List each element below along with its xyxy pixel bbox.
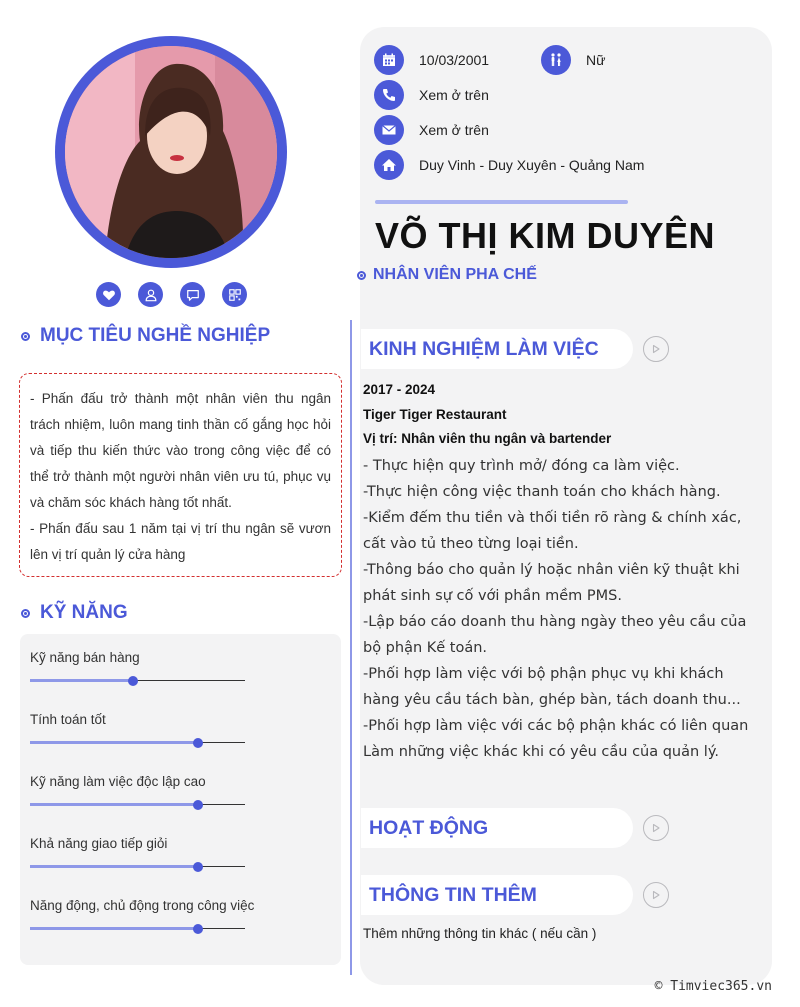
objective-heading-text: MỤC TIÊU NGHỀ NGHIỆP — [40, 325, 271, 346]
skill-item — [30, 836, 331, 898]
additional-text: Thêm những thông tin khác ( nếu cần ) — [363, 926, 597, 941]
skill-name: Khả năng giao tiếp giỏi — [30, 836, 168, 851]
experience-line: -Lập báo cáo doanh thu hàng ngày theo yêu cầu của bộ phận Kế toán. — [363, 613, 747, 656]
skill-knob — [128, 676, 138, 686]
experience-line: -Kiểm đếm thu tiền và thối tiền rõ ràng & chính xác, cất vào tủ theo từng loại tiền. — [363, 509, 742, 552]
play-icon[interactable] — [643, 882, 669, 908]
skill-item — [30, 712, 331, 774]
skill-fill — [30, 741, 198, 744]
objective-paragraph: - Phấn đấu trở thành một nhân viên thu ngân trách nhiệm, luôn mang tinh thần cố gắng học hỏi và tiếp thu kiến thức vào trong công việc để có thể trở thành một người nhân viên ưu tú, phục vụ và chăm sóc khách hàng tốt nhất. — [30, 391, 331, 510]
experience-line: -Thông báo cho quản lý hoặc nhân viên kỹ thuật khi phát sinh sự cố với phần mềm PMS. — [363, 561, 740, 604]
skill-track — [30, 928, 245, 929]
address-row — [374, 150, 644, 180]
skills-heading — [21, 602, 128, 624]
birthday-value: 10/03/2001 — [419, 52, 490, 68]
skill-track — [30, 866, 245, 867]
experience-block — [363, 378, 763, 765]
bullet-icon — [357, 271, 366, 280]
skill-name: Năng động, chủ động trong công việc — [30, 898, 255, 913]
skill-knob — [193, 924, 203, 934]
phone-icon — [374, 80, 404, 110]
gender-row — [541, 45, 605, 75]
objective-box — [19, 373, 342, 577]
name-accent-bar — [375, 200, 628, 204]
heart-icon[interactable] — [96, 282, 121, 307]
skill-item — [30, 774, 331, 836]
additional-heading: THÔNG TIN THÊM — [361, 875, 633, 915]
gender-value: Nữ — [586, 52, 606, 68]
skill-name: Kỹ năng bán hàng — [30, 650, 140, 665]
experience-company: Tiger Tiger Restaurant — [363, 406, 507, 422]
skill-item — [30, 898, 331, 960]
experience-line: -Phối hợp làm việc với bộ phận phục vụ khi khách hàng yêu cầu tách bàn, ghép bàn, tách doanh thu... — [363, 665, 741, 708]
skill-track — [30, 804, 245, 805]
play-icon[interactable] — [643, 815, 669, 841]
skill-fill — [30, 803, 198, 806]
skill-track — [30, 680, 245, 681]
social-links — [96, 282, 247, 307]
experience-position: Vị trí: Nhân viên thu ngân và bartender — [363, 431, 612, 446]
bullet-icon — [21, 609, 30, 618]
experience-period: 2017 - 2024 — [363, 382, 436, 397]
objective-paragraph: - Phấn đấu sau 1 năm tại vị trí thu ngân sẽ vươn lên vị trí quản lý cửa hàng — [30, 521, 331, 562]
gender-icon — [541, 45, 571, 75]
experience-line: -Phối hợp làm việc với các bộ phận khác có liên quan — [363, 717, 749, 734]
email-value: Xem ở trên — [419, 122, 489, 138]
job-title — [357, 266, 537, 284]
skill-knob — [193, 738, 203, 748]
chat-icon[interactable] — [180, 282, 205, 307]
skill-fill — [30, 679, 133, 682]
phone-row — [374, 80, 489, 110]
skill-name: Tính toán tốt — [30, 712, 106, 727]
phone-value: Xem ở trên — [419, 87, 489, 103]
experience-heading: KINH NGHIỆM LÀM VIỆC — [361, 329, 633, 369]
experience-line: Làm những việc khác khi có yêu cầu của quản lý. — [363, 743, 719, 760]
play-icon[interactable] — [643, 336, 669, 362]
email-row — [374, 115, 489, 145]
skills-box — [20, 634, 341, 965]
user-icon[interactable] — [138, 282, 163, 307]
column-divider — [350, 320, 352, 975]
experience-description — [363, 453, 763, 765]
skills-heading-text: KỸ NĂNG — [40, 602, 128, 623]
skill-track — [30, 742, 245, 743]
watermark: © Timviec365.vn — [654, 979, 772, 994]
skill-item — [30, 650, 331, 712]
skill-name: Kỹ năng làm việc độc lập cao — [30, 774, 206, 789]
objective-heading — [21, 325, 270, 347]
experience-line: -Thực hiện công việc thanh toán cho khách hàng. — [363, 483, 721, 500]
birthday-row — [374, 45, 489, 75]
skill-fill — [30, 927, 198, 930]
full-name: VÕ THỊ KIM DUYÊN — [375, 215, 716, 256]
home-icon — [374, 150, 404, 180]
address-value: Duy Vinh - Duy Xuyên - Quảng Nam — [419, 157, 645, 173]
skill-knob — [193, 862, 203, 872]
skill-fill — [30, 865, 198, 868]
activities-heading: HOẠT ĐỘNG — [361, 808, 633, 848]
experience-line: - Thực hiện quy trình mở/ đóng ca làm việc. — [363, 457, 680, 474]
bullet-icon — [21, 332, 30, 341]
skill-knob — [193, 800, 203, 810]
mail-icon — [374, 115, 404, 145]
job-title-text: NHÂN VIÊN PHA CHẾ — [373, 266, 537, 283]
avatar — [55, 36, 287, 268]
grid-icon[interactable] — [222, 282, 247, 307]
profile-photo — [65, 46, 277, 258]
calendar-icon — [374, 45, 404, 75]
